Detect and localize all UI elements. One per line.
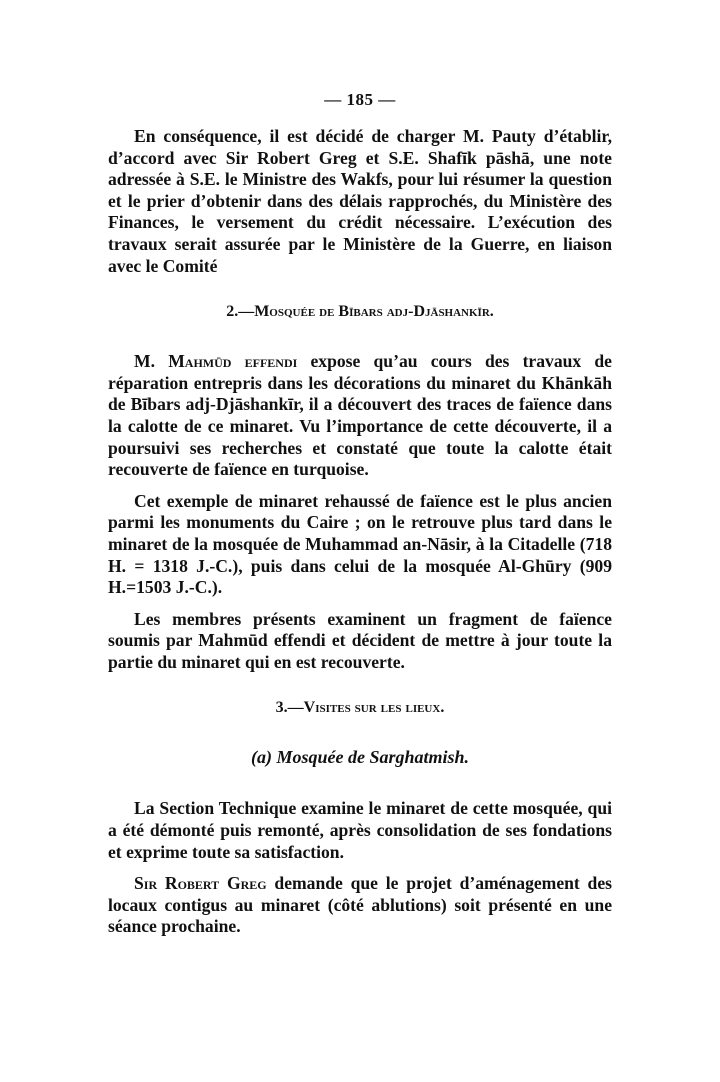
paragraph-sir-robert-greg — [108, 873, 612, 938]
person-name: Sir Robert Greg — [134, 873, 267, 894]
paragraph-text: demande que le projet d’aménagement des locaux contigus au minaret (côté ablutions) soit présenté en une séance prochaine. — [108, 873, 612, 937]
paragraph-membres-presents: Les membres présents examinent un fragment de faïence soumis par Mahmūd effendi et décident de mettre à jour toute la partie du minaret qui en est recouverte. — [108, 608, 612, 672]
person-name: M. Mahmūd effendi — [134, 351, 298, 372]
paragraph-consequence: En conséquence, il est décidé de charger M. Pauty d’établir, d’accord avec Sir Robert Greg et S.E. Shafīk pāshā, une note adressée à S.E. le Ministre des Wakfs, pour lui résumer la question et le prier d’obtenir dans des délais rapprochés, du Ministère des Finances, le versement du crédit nécessaire. L’exécution des travaux serait assurée par le Ministère de la Guerre, en liaison avec le Comité — [108, 126, 612, 276]
section-heading-visites: 3.—Visites sur les lieux. — [275, 699, 445, 717]
paragraph-text: expose qu’au cours des travaux de réparation entrepris dans les décorations du minaret du Khānkāh de Bībars adj-Djāshankīr, il a découvert des traces de faïence dans la calotte de ce minaret. Vu l’importance de cette découverte, il a poursuivi ses recherches et constaté que toute la calotte était recouverte de faïence en turquoise. — [108, 351, 612, 480]
page-number: — 185 — — [324, 90, 396, 109]
subheading-mosquee-sarghatmish: (a) Mosquée de Sarghatmish. — [250, 747, 470, 768]
paragraph-mahmud-expose — [108, 351, 612, 481]
paragraph-section-technique: La Section Technique examine le minaret de cette mosquée, qui a été démonté puis remonté, après consolidation de ses fondations et exprime toute sa satisfaction. — [108, 798, 612, 862]
paragraph-minaret-example: Cet exemple de minaret rehaussé de faïence est le plus ancien parmi les monuments du Caire ; on le retrouve plus tard dans le minaret de la mosquée de Muhammad an-Nāsir, à la Citadelle (718 H. = 1318 J.-C.), puis dans celui de la mosquée Al-Ghūry (909 H.=1503 J.-C.). — [108, 490, 612, 598]
section-heading-mosquee-bibars: 2.—Mosquée de Bībars adj-Djāshankīr. — [226, 303, 494, 321]
document-page — [108, 90, 612, 948]
